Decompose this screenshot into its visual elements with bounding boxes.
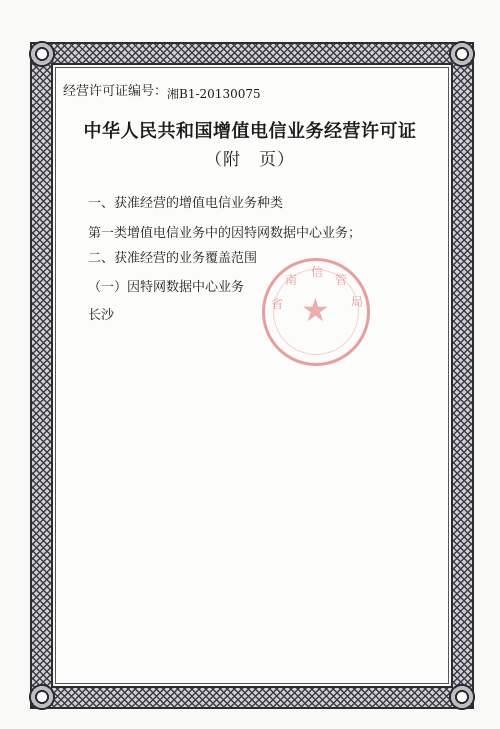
license-number: 经营许可证编号：湘B1-20130075 (63, 84, 261, 101)
coverage-area-line: 长沙 (88, 308, 115, 323)
document-subtitle: （附 页） (205, 150, 295, 170)
document-title: 中华人民共和国增值电信业务经营许可证 (83, 121, 417, 142)
section-heading-coverage: 二、获准经营的业务覆盖范围 (88, 251, 258, 266)
service-type-line: 第一类增值电信业务中的因特网数据中心业务； (88, 226, 362, 241)
seal-star-icon: ★ (301, 291, 330, 329)
seal-glyph: 管 (335, 273, 348, 287)
coverage-service-line: （一）因特网数据中心业务 (88, 280, 245, 295)
section-heading-service-type: 一、获准经营的增值电信业务种类 (88, 196, 284, 211)
official-seal (262, 258, 370, 366)
license-number-value: 湘B1-20130075 (167, 87, 261, 101)
seal-glyph: 南 (285, 273, 298, 287)
seal-glyph: 信 (311, 265, 324, 279)
seal-glyph: 局 (351, 295, 364, 309)
seal-glyph: 省 (271, 297, 284, 311)
license-number-label: 经营许可证编号 (63, 84, 155, 99)
